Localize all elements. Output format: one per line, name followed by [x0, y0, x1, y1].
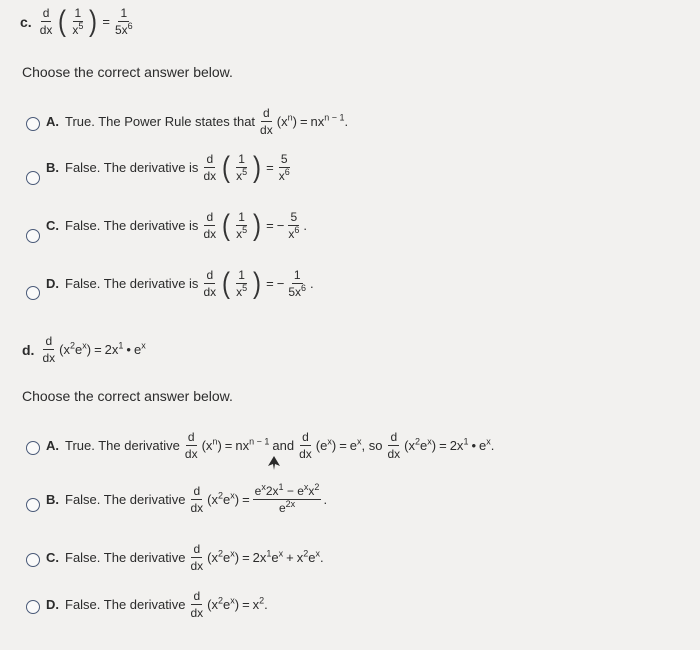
part-d-option-a-radio[interactable]	[26, 441, 40, 455]
part-d-option-b[interactable]: B. False. The derivative $\frac{d}{dx}$ $(x^2e^x)$ = $\frac{e^x2x^1 - e^xx^2}{e^{2x}}$ .	[46, 482, 328, 515]
part-c-option-a-radio[interactable]	[26, 117, 40, 131]
part-c-option-b-radio[interactable]	[26, 171, 40, 185]
part-d-option-c[interactable]: C. False. The derivative $\frac{d}{dx}$ $(x^2e^x)$ = $2x^1e^x$ + $x^2e^x$ .	[46, 542, 324, 573]
part-d-option-d-radio[interactable]	[26, 600, 40, 614]
part-c-option-a[interactable]: A. True. The Power Rule states that $\frac{d}{dx}$ $(x^n)$ = $nx^{n - 1}$ .	[46, 106, 349, 137]
mouse-cursor-icon	[268, 456, 280, 470]
part-c-option-d-radio[interactable]	[26, 286, 40, 300]
part-c-statement: c. $\frac{d}{dx}$ ( $\frac{1}{x^5}$ ) = $\frac{1}{5x^6}$	[20, 4, 133, 38]
part-d-statement: d. $\frac{d}{dx}$ $(x^2e^x)$ = $2x^1$ • $e^x$	[22, 334, 146, 365]
derivative-operator: $\frac{d}{dx}$	[39, 6, 53, 37]
part-c-option-d[interactable]: D. False. The derivative is $\frac{d}{dx}$ ( $\frac{1}{x^5}$ ) = − $\frac{1}{5x^6}$ .	[46, 266, 314, 300]
part-d-option-d[interactable]: D. False. The derivative $\frac{d}{dx}$ $(x^2e^x)$ = $x^2$ .	[46, 589, 268, 620]
part-c-option-c[interactable]: C. False. The derivative is $\frac{d}{dx}$ ( $\frac{1}{x^5}$ ) = − $\frac{5}{x^6}$ .	[46, 208, 307, 242]
part-d-option-b-radio[interactable]	[26, 498, 40, 512]
part-d-option-a[interactable]: A. True. The derivative $\frac{d}{dx}$ $(x^n)$ = $nx^{n - 1}$ and $\frac{d}{dx}$ $(e^x)$ = $e^x$ , so $\frac{d}{dx}$ $(x^2e^x)$ = $2x^1$ • $e^x$ .	[46, 430, 495, 461]
part-c-option-b[interactable]: B. False. The derivative is $\frac{d}{dx}$ ( $\frac{1}{x^5}$ ) = $\frac{5}{x^6}$	[46, 150, 290, 184]
part-c-label: c.	[20, 13, 32, 30]
part-d-option-c-radio[interactable]	[26, 553, 40, 567]
part-d-prompt: Choose the correct answer below.	[22, 388, 233, 404]
part-d-label: d.	[22, 341, 35, 358]
part-c-prompt: Choose the correct answer below.	[22, 64, 233, 80]
part-c-option-c-radio[interactable]	[26, 229, 40, 243]
